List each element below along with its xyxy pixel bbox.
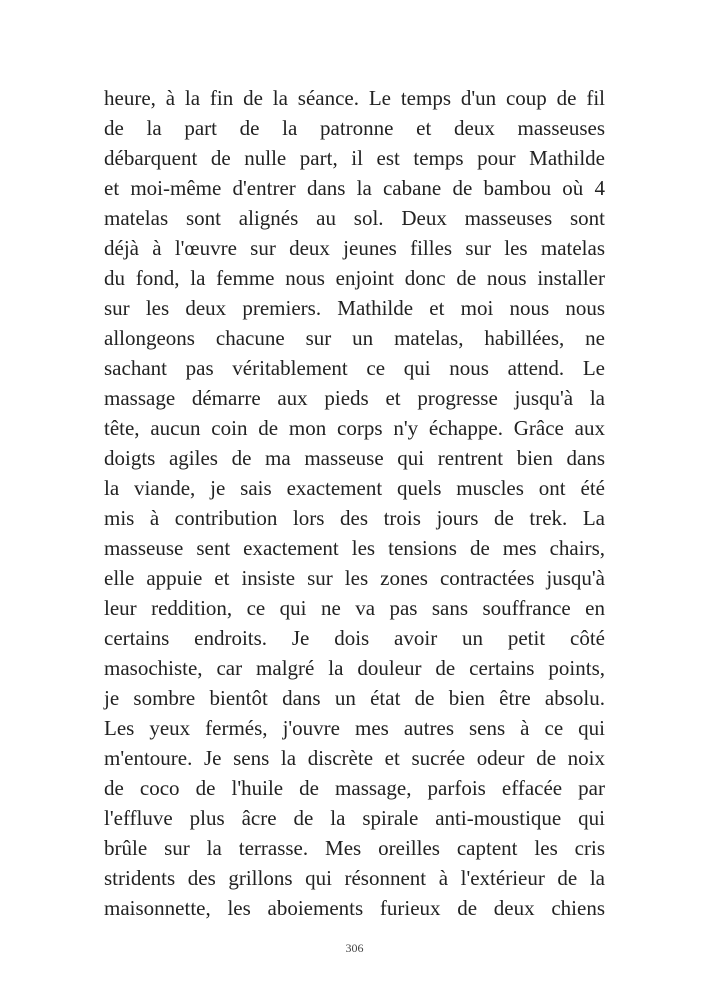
body-text [104,83,605,923]
text-line: du fond, la femme nous enjoint donc de nous installer [104,266,605,290]
text-line: elle appuie et insiste sur les zones contractées jusqu'à [104,566,605,590]
text-line: massage démarre aux pieds et progresse jusqu'à la [104,386,605,410]
text-line: leur reddition, ce qui ne va pas sans souffrance en [104,596,605,620]
text-line: de la part de la patronne et deux masseuses [104,116,605,140]
text-line: stridents des grillons qui résonnent à l'extérieur de la [104,866,605,890]
text-line: tête, aucun coin de mon corps n'y échappe. Grâce aux [104,416,605,440]
text-line: la viande, je sais exactement quels muscles ont été [104,476,605,500]
text-line: m'entoure. Je sens la discrète et sucrée odeur de noix [104,746,605,770]
text-line: matelas sont alignés au sol. Deux masseuses sont [104,206,605,230]
text-line: je sombre bientôt dans un état de bien être absolu. [104,686,605,710]
text-line: de coco de l'huile de massage, parfois effacée par [104,776,605,800]
text-line: doigts agiles de ma masseuse qui rentrent bien dans [104,446,605,470]
text-line: débarquent de nulle part, il est temps pour Mathilde [104,146,605,170]
text-line: Les yeux fermés, j'ouvre mes autres sens à ce qui [104,716,605,740]
text-line: sachant pas véritablement ce qui nous attend. Le [104,356,605,380]
text-line: allongeons chacune sur un matelas, habillées, ne [104,326,605,350]
text-line: l'effluve plus âcre de la spirale anti-moustique qui [104,806,605,830]
page-number: 306 [345,941,364,955]
text-line: maisonnette, les aboiements furieux de deux chiens [104,896,605,920]
text-line: mis à contribution lors des trois jours de trek. La [104,506,605,530]
text-line: heure, à la fin de la séance. Le temps d'un coup de fil [104,86,605,110]
text-line: brûle sur la terrasse. Mes oreilles captent les cris [104,836,605,860]
text-line: masochiste, car malgré la douleur de certains points, [104,656,605,680]
text-line: masseuse sent exactement les tensions de mes chairs, [104,536,605,560]
text-line: certains endroits. Je dois avoir un petit côté [104,626,605,650]
text-line: déjà à l'œuvre sur deux jeunes filles sur les matelas [104,236,605,260]
text-line: sur les deux premiers. Mathilde et moi nous nous [104,296,605,320]
text-line: et moi-même d'entrer dans la cabane de bambou où 4 [104,176,605,200]
